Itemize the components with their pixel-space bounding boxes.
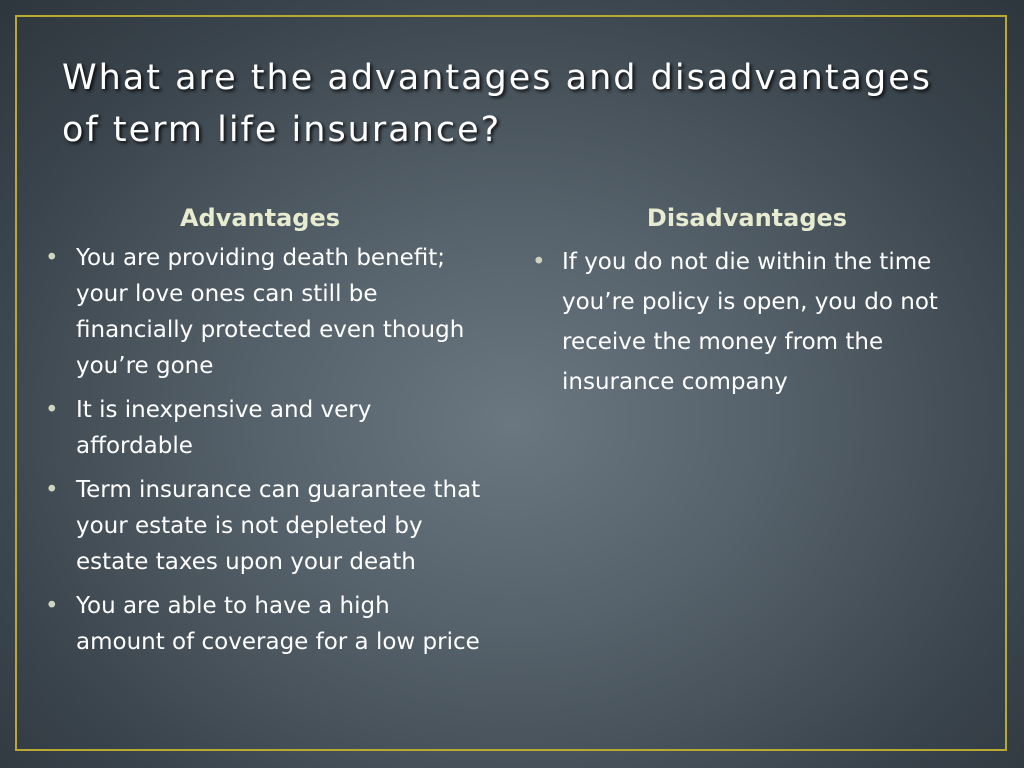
list-item-text: Term insurance can guarantee that your estate is not depleted by estate taxes upon your death — [76, 477, 481, 575]
advantages-column — [45, 200, 485, 668]
list-item — [45, 472, 485, 580]
list-item — [45, 392, 485, 464]
list-item-text: If you do not die within the time you’re policy is open, you do not receive the money from the insurance company — [562, 249, 938, 395]
list-item-text: You are able to have a high amount of coverage for a low price — [76, 593, 480, 655]
bullet-icon: • — [45, 245, 59, 271]
list-item-text: You are providing death benefit; your love ones can still be financially protected even though you’re gone — [76, 245, 465, 379]
list-item — [45, 588, 485, 660]
advantages-heading: Advantages — [179, 204, 341, 232]
bullet-icon: • — [45, 593, 59, 619]
disadvantages-list — [532, 242, 972, 402]
list-item-text: It is inexpensive and very affordable — [76, 397, 372, 459]
disadvantages-heading: Disadvantages — [646, 204, 848, 232]
advantages-list — [45, 240, 485, 660]
slide-title: What are the advantages and disadvantages of term life insurance? — [62, 58, 932, 150]
list-item — [45, 240, 485, 384]
list-item — [532, 242, 972, 402]
bullet-icon: • — [45, 397, 59, 423]
disadvantages-column — [532, 200, 972, 402]
bullet-icon: • — [45, 477, 59, 503]
bullet-icon: • — [532, 249, 546, 275]
